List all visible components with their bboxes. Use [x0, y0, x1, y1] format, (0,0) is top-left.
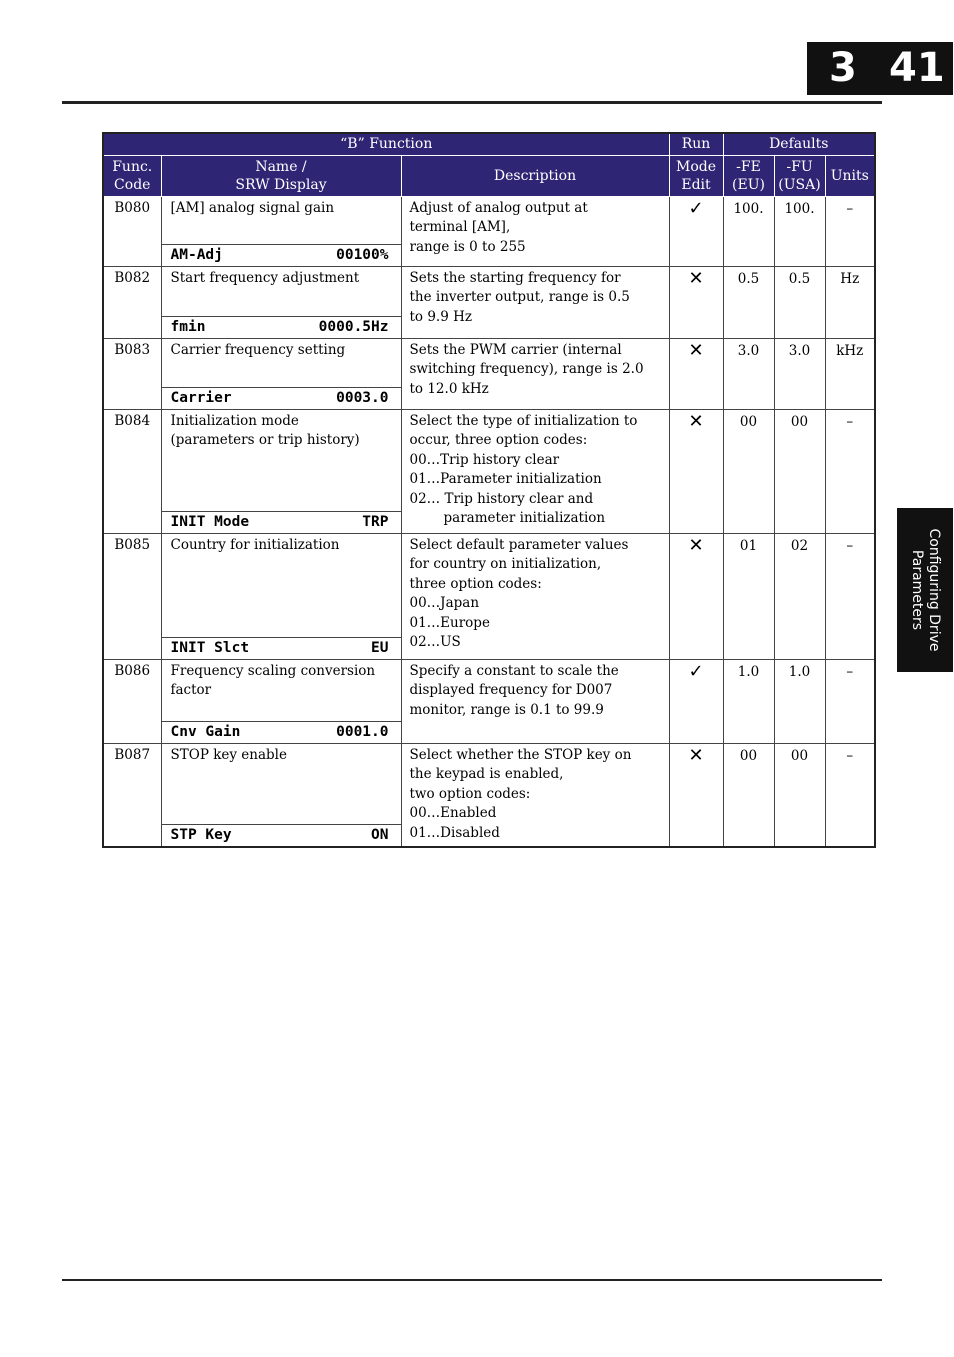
param-name-cell: [161, 196, 401, 266]
param-name-cell: [161, 743, 401, 847]
run-header: Run: [669, 133, 723, 155]
param-name: Initialization mode (parameters or trip history): [170, 412, 360, 448]
table-row: [103, 533, 875, 659]
srw-display: INIT Slct EU: [162, 637, 401, 659]
footer-rule: [62, 1279, 882, 1281]
cross-icon: ✕: [669, 409, 723, 533]
func-code: B080: [103, 196, 161, 266]
units: –: [825, 409, 875, 533]
b-function-table: [102, 132, 876, 848]
check-icon: ✓: [669, 659, 723, 743]
func-code: B084: [103, 409, 161, 533]
units: –: [825, 743, 875, 847]
units-header: Units: [825, 155, 875, 196]
func-code: B083: [103, 338, 161, 409]
description: Select whether the STOP key on the keypad is enabled, two option codes: 00…Enabled 01…Disabled: [401, 743, 669, 847]
fu-usa-header: -FU (USA): [774, 155, 825, 196]
srw-display: fmin 0000.5Hz: [162, 316, 401, 338]
default-fu: 00: [774, 409, 825, 533]
param-name-cell: [161, 533, 401, 659]
default-fe: 01: [723, 533, 774, 659]
chapter-number: 3: [829, 45, 857, 91]
units: –: [825, 533, 875, 659]
defaults-header: Defaults: [723, 133, 875, 155]
default-fu: 100.: [774, 196, 825, 266]
default-fu: 00: [774, 743, 825, 847]
cross-icon: ✕: [669, 266, 723, 338]
default-fe: 3.0: [723, 338, 774, 409]
default-fe: 00: [723, 743, 774, 847]
param-name: STOP key enable: [170, 746, 287, 763]
side-tab-label: Configuring Drive Parameters: [909, 528, 942, 652]
mode-edit-header: Mode Edit: [669, 155, 723, 196]
description: Specify a constant to scale the displayed frequency for D007 monitor, range is 0.1 to 99.9: [401, 659, 669, 743]
func-code: B087: [103, 743, 161, 847]
param-name: Frequency scaling conversion factor: [170, 662, 376, 698]
param-name-cell: [161, 338, 401, 409]
default-fu: 02: [774, 533, 825, 659]
default-fu: 3.0: [774, 338, 825, 409]
param-name-cell: [161, 266, 401, 338]
param-name: Carrier frequency setting: [170, 341, 346, 358]
default-fe: 0.5: [723, 266, 774, 338]
code-header: Func. Code: [103, 155, 161, 196]
description: Sets the starting frequency for the inverter output, range is 0.5 to 9.9 Hz: [401, 266, 669, 338]
param-name: [AM] analog signal gain: [170, 199, 335, 216]
srw-display: Carrier 0003.0: [162, 387, 401, 409]
cross-icon: ✕: [669, 533, 723, 659]
section-side-tab: [897, 508, 953, 672]
srw-display: INIT Mode TRP: [162, 511, 401, 533]
group-title: “B” Function: [103, 133, 669, 155]
description-header: Description: [401, 155, 669, 196]
func-code: B082: [103, 266, 161, 338]
units: kHz: [825, 338, 875, 409]
srw-display: STP Key ON: [162, 824, 401, 846]
cross-icon: ✕: [669, 743, 723, 847]
description: Sets the PWM carrier (internal switching frequency), range is 2.0 to 12.0 kHz: [401, 338, 669, 409]
table-row: [103, 266, 875, 338]
units: Hz: [825, 266, 875, 338]
param-name: Start frequency adjustment: [170, 269, 360, 286]
description: Select default parameter values for country on initialization, three option codes: 00…Japan 01…Europe 02…US: [401, 533, 669, 659]
table-row: [103, 743, 875, 847]
fe-eu-header: -FE (EU): [723, 155, 774, 196]
units: –: [825, 659, 875, 743]
func-code: B085: [103, 533, 161, 659]
default-fe: 1.0: [723, 659, 774, 743]
srw-display: AM-Adj 00100%: [162, 244, 401, 266]
default-fe: 100.: [723, 196, 774, 266]
table-row: [103, 338, 875, 409]
func-code: B086: [103, 659, 161, 743]
page-number: 41: [889, 45, 945, 91]
description: Adjust of analog output at terminal [AM], range is 0 to 255: [401, 196, 669, 266]
table-row: [103, 409, 875, 533]
param-name-cell: [161, 659, 401, 743]
default-fu: 1.0: [774, 659, 825, 743]
param-name-cell: [161, 409, 401, 533]
check-icon: ✓: [669, 196, 723, 266]
table-row: [103, 659, 875, 743]
table-row: [103, 196, 875, 266]
chapter-page-badge: [807, 42, 953, 95]
default-fe: 00: [723, 409, 774, 533]
default-fu: 0.5: [774, 266, 825, 338]
header-rule: [62, 101, 882, 104]
units: –: [825, 196, 875, 266]
description: Select the type of initialization to occur, three option codes: 00…Trip history clear 01…Parameter initialization 02… Trip history clear and parameter initialization: [401, 409, 669, 533]
name-header: Name / SRW Display: [161, 155, 401, 196]
srw-display: Cnv Gain 0001.0: [162, 721, 401, 743]
param-name: Country for initialization: [170, 536, 340, 553]
cross-icon: ✕: [669, 338, 723, 409]
